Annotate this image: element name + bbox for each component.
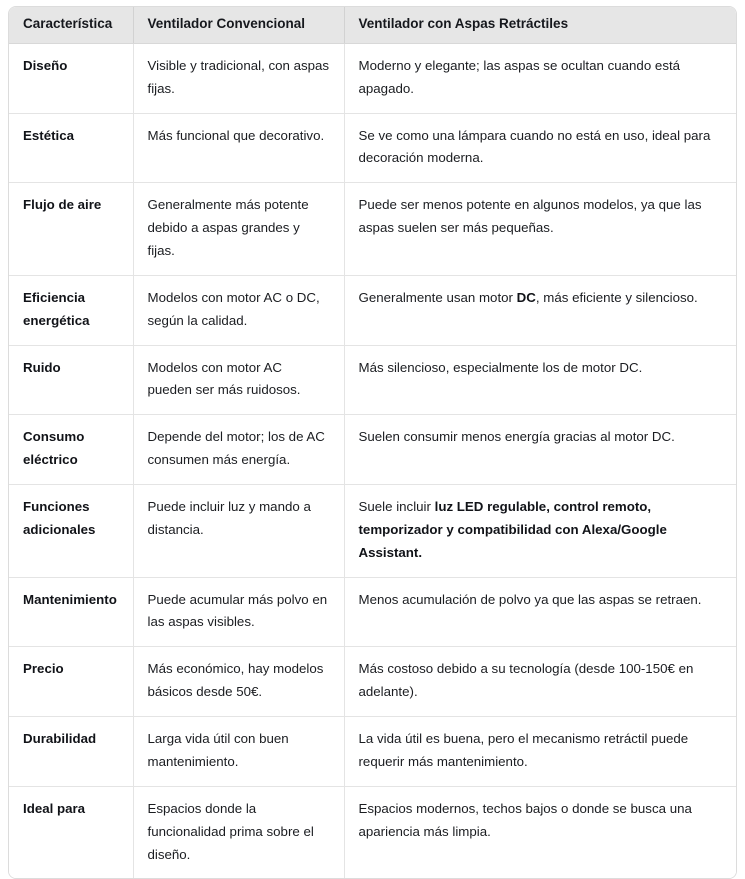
cell-retractable: Espacios modernos, techos bajos o donde se busca una apariencia más limpia. xyxy=(344,786,737,878)
cell-conventional: Generalmente más potente debido a aspas grandes y fijas. xyxy=(133,183,344,276)
cell-conventional: Modelos con motor AC o DC, según la calidad. xyxy=(133,275,344,345)
cell-feature: Eficiencia energética xyxy=(9,275,133,345)
cell-retractable: Menos acumulación de polvo ya que las aspas se retraen. xyxy=(344,577,737,647)
table-row xyxy=(9,345,737,415)
cell-text-plain: Suele incluir xyxy=(358,499,435,515)
cell-conventional: Larga vida útil con buen mantenimiento. xyxy=(133,717,344,787)
cell-retractable: Suelen consumir menos energía gracias al motor DC. xyxy=(344,415,737,485)
cell-conventional: Puede incluir luz y mando a distancia. xyxy=(133,485,344,578)
cell-feature: Mantenimiento xyxy=(9,577,133,647)
table-header-row xyxy=(9,7,737,43)
comparison-table xyxy=(9,7,737,878)
table-row xyxy=(9,113,737,183)
cell-feature: Funciones adicionales xyxy=(9,485,133,578)
cell-retractable: La vida útil es buena, pero el mecanismo retráctil puede requerir más mantenimiento. xyxy=(344,717,737,787)
cell-retractable xyxy=(344,275,737,345)
cell-feature: Consumo eléctrico xyxy=(9,415,133,485)
table-body xyxy=(9,43,737,878)
cell-feature: Estética xyxy=(9,113,133,183)
cell-retractable: Se ve como una lámpara cuando no está en uso, ideal para decoración moderna. xyxy=(344,113,737,183)
cell-conventional: Visible y tradicional, con aspas fijas. xyxy=(133,43,344,113)
cell-conventional: Modelos con motor AC pueden ser más ruidosos. xyxy=(133,345,344,415)
cell-feature: Ruido xyxy=(9,345,133,415)
comparison-table-container xyxy=(8,6,737,879)
cell-feature: Diseño xyxy=(9,43,133,113)
cell-text-emphasis: DC xyxy=(516,289,536,305)
cell-feature: Flujo de aire xyxy=(9,183,133,276)
cell-text-plain: Generalmente usan motor xyxy=(358,289,517,305)
cell-feature: Precio xyxy=(9,647,133,717)
column-header-feature: Característica xyxy=(9,7,133,43)
table-row xyxy=(9,786,737,878)
cell-conventional: Depende del motor; los de AC consumen más energía. xyxy=(133,415,344,485)
cell-conventional: Puede acumular más polvo en las aspas visibles. xyxy=(133,577,344,647)
cell-conventional: Espacios donde la funcionalidad prima sobre el diseño. xyxy=(133,786,344,878)
table-row xyxy=(9,43,737,113)
cell-conventional: Más funcional que decorativo. xyxy=(133,113,344,183)
cell-conventional: Más económico, hay modelos básicos desde 50€. xyxy=(133,647,344,717)
cell-feature: Durabilidad xyxy=(9,717,133,787)
column-header-conventional: Ventilador Convencional xyxy=(133,7,344,43)
cell-retractable: Más costoso debido a su tecnología (desde 100-150€ en adelante). xyxy=(344,647,737,717)
table-row xyxy=(9,415,737,485)
cell-text-emphasis: luz LED regulable, control remoto, temporizador y compatibilidad con Alexa/Google Assistant. xyxy=(358,499,667,560)
table-header xyxy=(9,7,737,43)
cell-text-plain: , más eficiente y silencioso. xyxy=(535,289,698,305)
cell-retractable: Puede ser menos potente en algunos modelos, ya que las aspas suelen ser más pequeñas. xyxy=(344,183,737,276)
column-header-retractable: Ventilador con Aspas Retráctiles xyxy=(344,7,737,43)
table-row xyxy=(9,485,737,578)
cell-retractable: Más silencioso, especialmente los de motor DC. xyxy=(344,345,737,415)
table-row xyxy=(9,717,737,787)
table-row xyxy=(9,275,737,345)
table-row xyxy=(9,647,737,717)
cell-retractable xyxy=(344,485,737,578)
cell-feature: Ideal para xyxy=(9,786,133,878)
table-row xyxy=(9,577,737,647)
table-row xyxy=(9,183,737,276)
cell-retractable: Moderno y elegante; las aspas se ocultan cuando está apagado. xyxy=(344,43,737,113)
